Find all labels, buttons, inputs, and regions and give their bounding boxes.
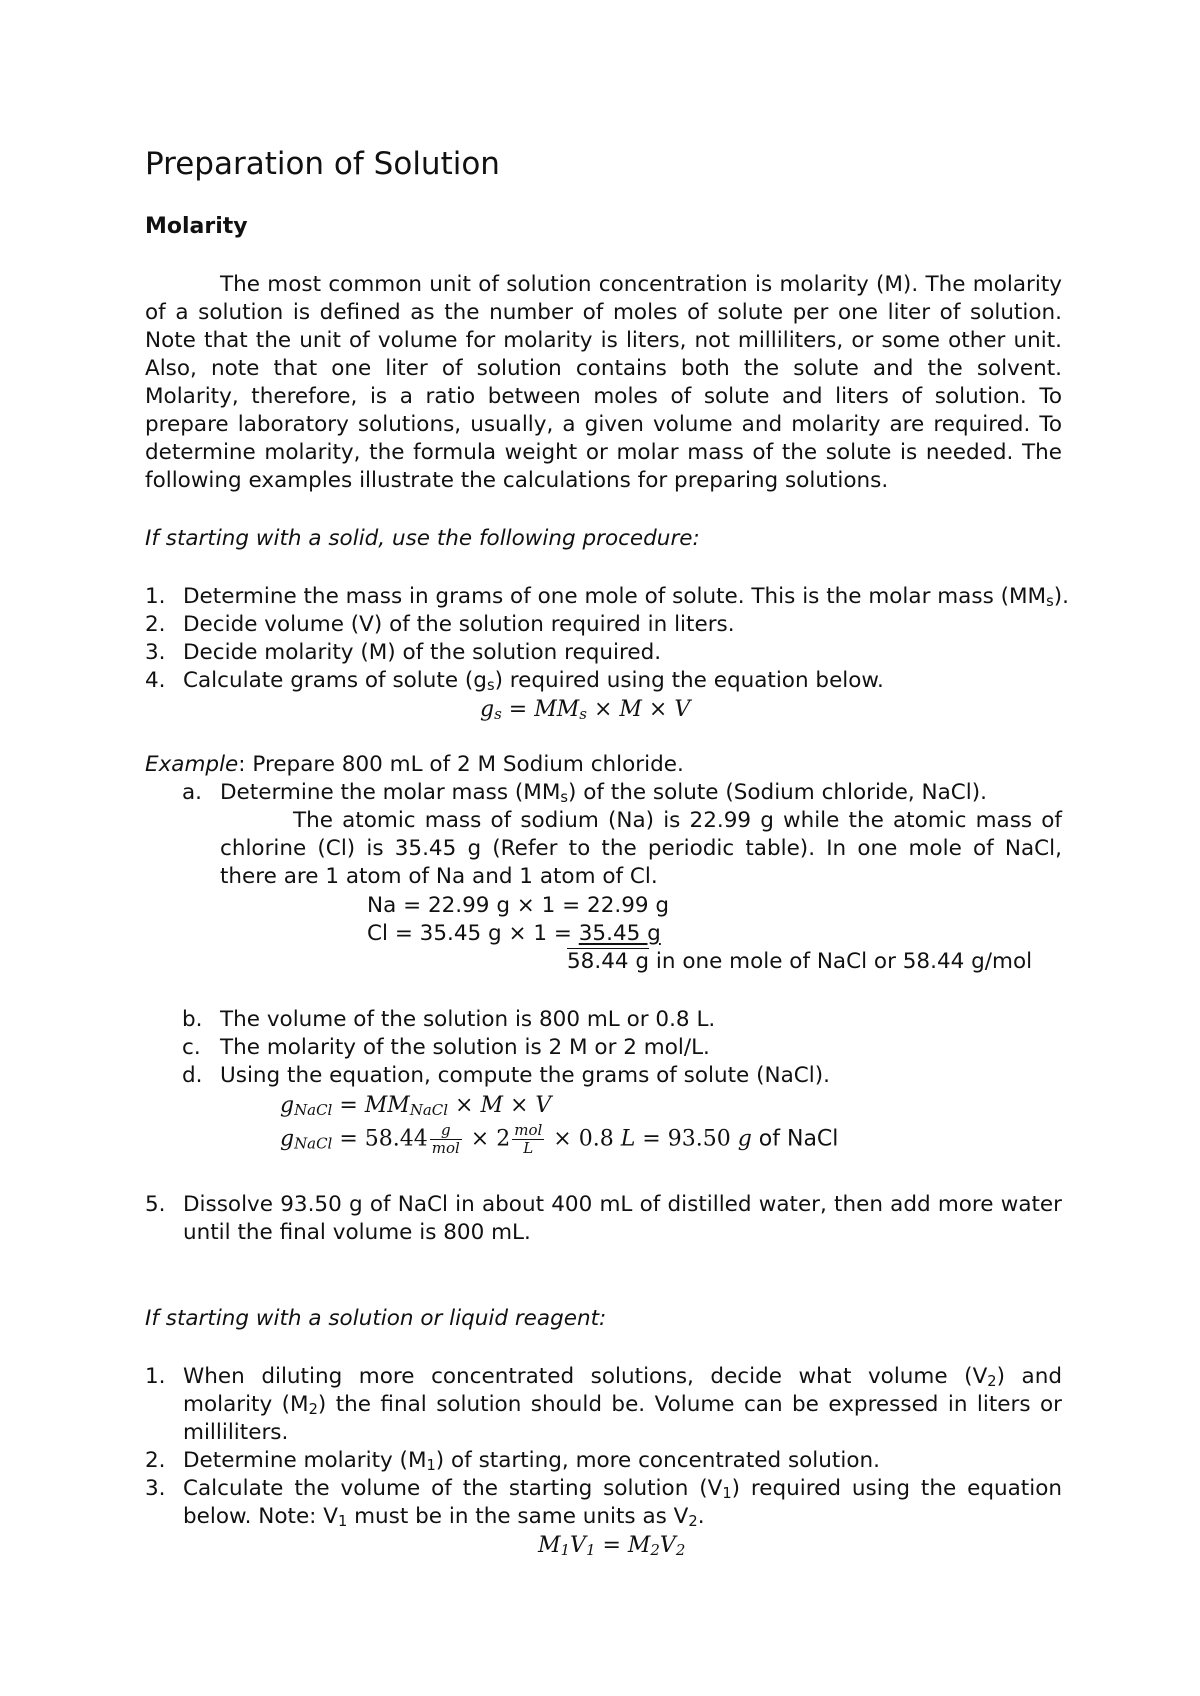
intro-line: Also, note that one liter of solution contains both the solute and the solvent. — [145, 356, 1062, 381]
intro-line: determine molarity, the formula weight or molar mass of the solute is needed. The — [145, 440, 1062, 465]
solid-step-2: 2. Decide volume (V) of the solution required in liters. — [145, 612, 735, 637]
intro-line: Molarity, therefore, is a ratio between moles of solute and liters of solution. To — [145, 384, 1062, 409]
liquid-step-1-cont: molarity $(M_2)$ the final solution should be. Volume can be expressed in liters or — [183, 1392, 1062, 1418]
step-number: 1. — [145, 1364, 166, 1389]
intro-line: following examples illustrate the calculations for preparing solutions. — [145, 468, 889, 493]
solid-step-4: 4. Calculate grams of solute $(g_s)$ required using the equation below. — [145, 668, 884, 694]
intro-line: prepare laboratory solutions, usually, a given volume and molarity are required. To — [145, 412, 1062, 437]
intro-line: of a solution is defined as the number of moles of solute per one liter of solution. — [145, 300, 1062, 325]
mass-equation: $g_s = MM_s \times M \times V$ — [480, 697, 691, 723]
step-number: 2. — [145, 1448, 166, 1473]
example-step-a: a. Determine the molar mass $(MM_s)$ of the solute (Sodium chloride, NaCl). — [182, 780, 987, 806]
liquid-step-1-cont: milliliters. — [183, 1420, 289, 1445]
example-step-d: d. Using the equation, compute the grams of solute (NaCl). — [182, 1063, 830, 1088]
intro-line: The most common unit of solution concentration is molarity (M). The molarity — [220, 272, 1062, 297]
atomic-mass-line: chlorine (Cl) is 35.45 g (Refer to the periodic table). In one mole of NaCl, — [220, 836, 1062, 861]
solid-step-5: 5. Dissolve 93.50 g of NaCl in about 400 mL of distilled water, then add more water — [145, 1192, 1062, 1217]
step-number: 1. — [145, 584, 166, 609]
section-heading: Molarity — [145, 214, 248, 239]
example-heading: Example: Prepare 800 mL of 2 M Sodium chloride. — [145, 752, 684, 777]
step-number: 5. — [145, 1192, 166, 1217]
cl-calc: Cl = 35.45 g × 1 = 35.45 g — [367, 921, 661, 946]
liquid-procedure-heading: If starting with a solution or liquid reagent: — [145, 1306, 607, 1331]
atomic-mass-line: there are 1 atom of Na and 1 atom of Cl. — [220, 864, 658, 889]
nacl-equation-2: $g_{NaCl} = 58.44$ $\frac{g}{\text{mol}}$ × 2 $\frac{\text{mol}}{L}$ × 0.8 L = 93.50 g of NaCl — [280, 1121, 839, 1157]
liquid-step-3: 3. Calculate the volume of the starting solution $(V_1)$ required using the equation — [145, 1476, 1062, 1502]
atomic-mass-line: The atomic mass of sodium (Na) is 22.99 g while the atomic mass of — [293, 808, 1062, 833]
nacl-equation-1: $g_{NaCl} = MM_{NaCl} \times M \times V$ — [280, 1093, 552, 1119]
liquid-step-2: 2. Determine molarity $(M_1)$ of starting, more concentrated solution. — [145, 1448, 880, 1474]
example-step-b: b. The volume of the solution is 800 mL or 0.8 L. — [182, 1007, 716, 1032]
na-calc: Na = 22.99 g × 1 = 22.99 g — [367, 893, 670, 918]
fraction-mol-per-l: $\frac{\text{mol}}{L}$ — [514, 1121, 543, 1157]
step-number: 3. — [145, 640, 166, 665]
liquid-step-3-cont: below. Note: $V_1$ must be in the same units as $V_2$. — [183, 1504, 705, 1530]
solid-procedure-heading: If starting with a solid, use the following procedure: — [145, 526, 700, 551]
step-number: 3. — [145, 1476, 166, 1501]
solid-step-5-cont: until the final volume is 800 mL. — [183, 1220, 531, 1245]
dilution-equation: $M_1V_1 = M_2V_2$ — [538, 1533, 686, 1559]
intro-line: Note that the unit of volume for molarity is liters, not milliliters, or some other unit. — [145, 328, 1062, 353]
step-number: 2. — [145, 612, 166, 637]
solid-step-1: 1. Determine the mass in grams of one mole of solute. This is the molar mass $(MM_s)$. — [145, 584, 1069, 610]
example-step-c: c. The molarity of the solution is 2 M or 2 mol/L. — [182, 1035, 710, 1060]
fraction-g-per-mol: $\frac{g}{\text{mol}}$ — [431, 1121, 460, 1157]
step-number: 4. — [145, 668, 166, 693]
page-title: Preparation of Solution — [145, 146, 500, 182]
total-molar-mass: 58.44 g in one mole of NaCl or 58.44 g/mol — [567, 949, 1033, 974]
liquid-step-1: 1. When diluting more concentrated solutions, decide what volume $(V_2)$ and — [145, 1364, 1062, 1390]
example-label: Example — [145, 752, 239, 777]
solid-step-3: 3. Decide molarity (M) of the solution required. — [145, 640, 662, 665]
